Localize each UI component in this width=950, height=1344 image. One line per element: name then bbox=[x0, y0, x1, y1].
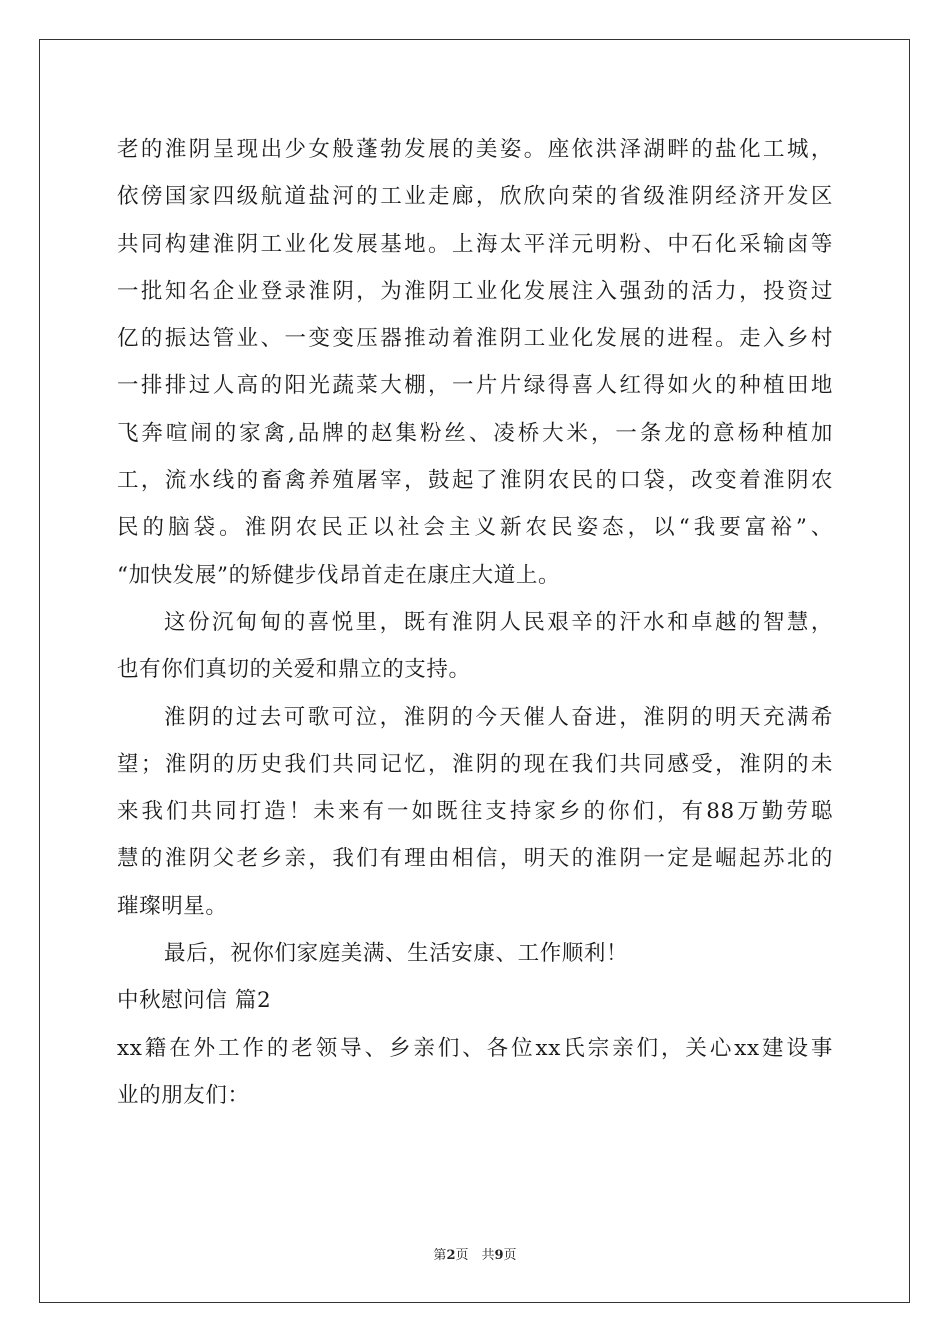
page-suffix: 页 bbox=[503, 1248, 517, 1263]
text-line: 慧的淮阴父老乡亲，我们有理由相信，明天的淮阴一定是崛起苏北的 bbox=[117, 846, 833, 872]
total-page-number: 9 bbox=[494, 1248, 504, 1263]
text-line: 最后，祝你们家庭美满、生活安康、工作顺利！ bbox=[164, 941, 629, 967]
text-line: xx籍在外工作的老领导、乡亲们、各位xx氏宗亲们，关心xx建设事 bbox=[117, 1035, 833, 1061]
text-line: 淮阴的过去可歌可泣，淮阴的今天催人奋进，淮阴的明天充满希 bbox=[164, 704, 833, 730]
text-line: 中秋慰问信 篇2 bbox=[117, 988, 272, 1014]
text-line: 工，流水线的畜禽养殖屠宰，鼓起了淮阴农民的口袋，改变着淮阴农 bbox=[117, 468, 833, 494]
text-line: 也有你们真切的关爱和鼎立的支持。 bbox=[117, 657, 471, 683]
page-footer bbox=[0, 1246, 950, 1266]
text-line: 一批知名企业登录淮阴，为淮阴工业化发展注入强劲的活力，投资过 bbox=[117, 278, 833, 304]
text-line: 望；淮阴的历史我们共同记忆，淮阴的现在我们共同感受，淮阴的未 bbox=[117, 751, 833, 777]
text-line: 来我们共同打造！未来有一如既往支持家乡的你们，有88万勤劳聪 bbox=[117, 799, 833, 825]
page-prefix: 第 bbox=[433, 1248, 447, 1263]
text-line: 共同构建淮阴工业化发展基地。上海太平洋元明粉、中石化采输卤等 bbox=[117, 231, 833, 257]
text-line: 璀璨明星。 bbox=[117, 893, 228, 919]
text-line: “加快发展”的矫健步伐昂首走在康庄大道上。 bbox=[117, 562, 561, 588]
text-line: 亿的振达管业、一变变压器推动着淮阴工业化发展的进程。走入乡村 bbox=[117, 326, 833, 352]
text-line: 民的脑袋。淮阴农民正以社会主义新农民姿态，以“我要富裕”、 bbox=[117, 515, 833, 541]
page-mid: 页 共 bbox=[455, 1248, 495, 1263]
text-line: 老的淮阴呈现出少女般蓬勃发展的美姿。座依洪泽湖畔的盐化工城， bbox=[117, 137, 833, 162]
text-line: 飞奔喧闹的家禽,品牌的赵集粉丝、凌桥大米，一条龙的意杨种植加 bbox=[117, 420, 833, 446]
text-line: 这份沉甸甸的喜悦里，既有淮阴人民艰辛的汗水和卓越的智慧， bbox=[164, 609, 833, 635]
text-line: 业的朋友们： bbox=[117, 1082, 250, 1108]
current-page-number: 2 bbox=[446, 1248, 456, 1263]
text-line: 依傍国家四级航道盐河的工业走廊，欣欣向荣的省级淮阴经济开发区 bbox=[117, 184, 833, 210]
document-body bbox=[117, 126, 833, 1119]
text-line: 一排排过人高的阳光蔬菜大棚，一片片绿得喜人红得如火的种植田地 bbox=[117, 373, 833, 399]
